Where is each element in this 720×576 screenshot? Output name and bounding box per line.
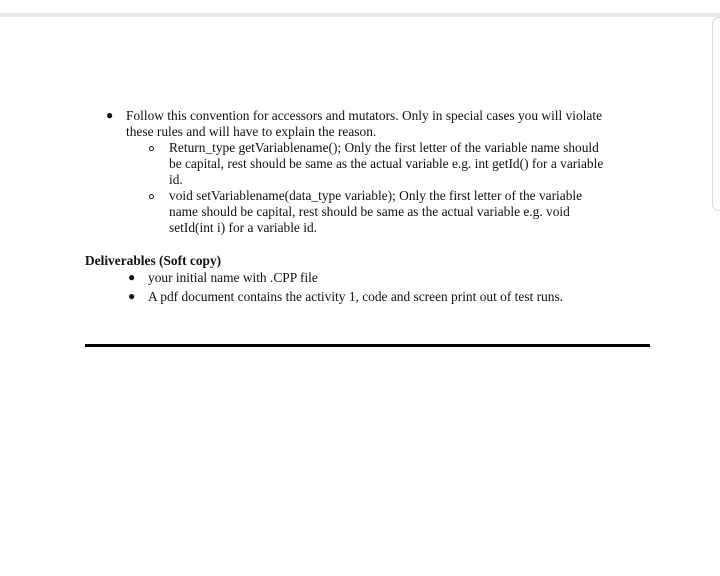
convention-intro-line-1: Follow this convention for accessors and mutators. Only in special cases you will violate bbox=[126, 108, 603, 123]
convention-intro-line-2: these rules and will have to explain the reason. bbox=[126, 124, 377, 139]
getter-rule-line-3: id. bbox=[169, 172, 183, 187]
setter-rule-line-1: void setVariablename(data_type variable); Only the first letter of the variable bbox=[169, 188, 583, 203]
bullet-icon: ● bbox=[128, 289, 136, 303]
setter-rule-line-2: name should be capital, rest should be same as the actual variable e.g. void bbox=[169, 204, 570, 219]
getter-rule-line-2: be capital, rest should be same as the actual variable e.g. int getId() for a variable bbox=[169, 156, 604, 171]
deliverable-item-1: your initial name with .CPP file bbox=[148, 270, 318, 285]
side-scroll-panel[interactable] bbox=[712, 17, 720, 211]
hollow-bullet-icon bbox=[149, 194, 154, 199]
hollow-bullet-icon bbox=[149, 146, 154, 151]
deliverables-heading: Deliverables (Soft copy) bbox=[85, 253, 222, 268]
horizontal-rule bbox=[85, 344, 650, 347]
top-toolbar-edge bbox=[0, 0, 720, 17]
bullet-icon: ● bbox=[128, 270, 136, 284]
getter-rule-line-1: Return_type getVariablename(); Only the first letter of the variable name should bbox=[169, 140, 599, 155]
bullet-icon: ● bbox=[106, 108, 114, 122]
deliverable-item-2: A pdf document contains the activity 1, code and screen print out of test runs. bbox=[148, 289, 564, 304]
setter-rule-line-3: setId(int i) for a variable id. bbox=[169, 220, 317, 235]
